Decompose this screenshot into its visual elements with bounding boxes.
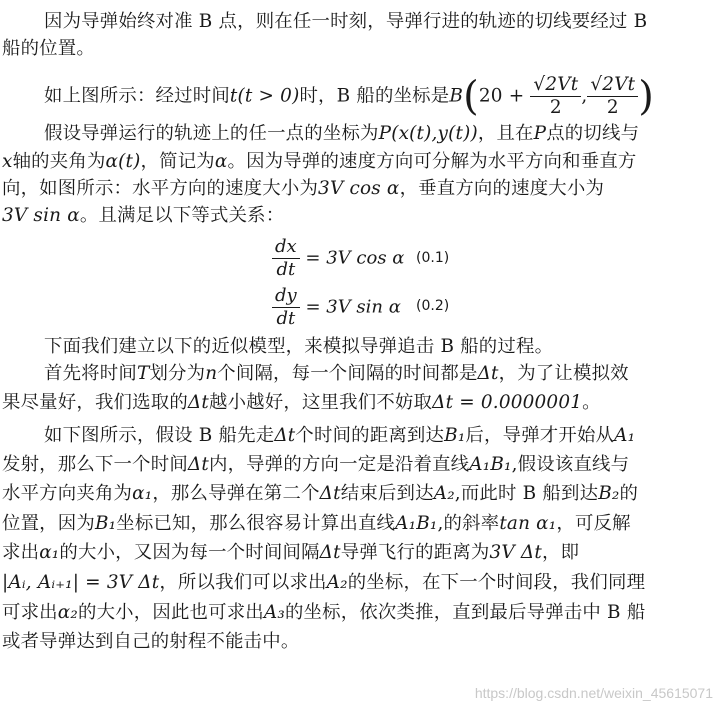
coord-fraction-2: $\frac{√2Vt}{2}$	[587, 74, 638, 119]
paragraph-3-line-2: x轴的夹角为α(t)，简记为α。因为导弹的速度方向可分解为水平方向和垂直方	[2, 151, 637, 172]
csdn-watermark: https://blog.csdn.net/weixin_45615071	[474, 685, 713, 701]
paragraph-6-line-2: 发射，那么下一个时间Δt内，导弹的方向一定是沿着直线A₁B₁,假设该直线与	[2, 454, 630, 475]
paragraph-6-line-1: 如下图所示，假设 B 船先走Δt个时间的距离到达B₁后，导弹才开始从A₁	[44, 425, 636, 446]
paragraph-1-line-2: 船的位置。	[2, 38, 95, 59]
paragraph-2-line-1: 如上图所示：经过时间t(t > 0)时，B 船的坐标是B(20 + $\frac{√2Vt}{2}$ , $\frac{√2Vt}{2}$ )	[44, 73, 655, 120]
equation-0-2: $\frac{dy}{dt}$ = 3V sin α	[272, 285, 401, 330]
coord-fraction-1: $\frac{√2Vt}{2}$	[530, 74, 581, 119]
equation-0-1: $\frac{dx}{dt}$ = 3V cos α	[272, 236, 404, 281]
paragraph-4-line-1: 下面我们建立以下的近似模型，来模拟导弹追击 B 船的过程。	[44, 336, 554, 357]
paragraph-6-line-4: 位置，因为B₁坐标已知，那么很容易计算出直线A₁B₁,的斜率tan α₁，可反解	[2, 513, 631, 534]
paragraph-6-line-3: 水平方向夹角为α₁，那么导弹在第二个Δt结束后到达A₂,而此时 B 船到达B₂的	[2, 483, 639, 504]
equation-tag-0-1: (0.1)	[416, 250, 450, 266]
paragraph-6-line-6: |Aᵢ, Aᵢ₊₁| = 3V Δt，所以我们可以求出A₂的坐标，在下一个时间段，我们同理	[2, 572, 646, 593]
paragraph-3-line-3: 向，如图所示：水平方向的速度大小为3V cos α，垂直方向的速度大小为	[2, 178, 605, 199]
paragraph-6-line-5: 求出α₁的大小，又因为每一个时间间隔Δt导弹飞行的距离为3V Δt，即	[2, 542, 580, 563]
paragraph-6-line-8: 或者导弹达到自己的射程不能击中。	[2, 631, 300, 652]
paragraph-6-line-7: 可求出α₂的大小，因此也可求出A₃的坐标，依次类推，直到最后导弹击中 B 船	[2, 602, 646, 623]
paragraph-1-line-1: 因为导弹始终对准 B 点，则在任一时刻，导弹行进的轨迹的切线要经过 B	[44, 11, 648, 32]
paragraph-3-line-4: 3V sin α。且满足以下等式关系：	[2, 205, 285, 226]
paragraph-3-line-1: 假设导弹运行的轨迹上的任一点的坐标为P(x(t),y(t))，且在P点的切线与	[44, 123, 640, 144]
paragraph-5-line-1: 首先将时间T划分为n个间隔，每一个间隔的时间都是Δt，为了让模拟效	[44, 363, 629, 384]
paragraph-5-line-2: 果尽量好，我们选取的Δt越小越好，这里我们不妨取Δt = 0.0000001。	[2, 392, 601, 413]
equation-tag-0-2: (0.2)	[416, 298, 450, 314]
